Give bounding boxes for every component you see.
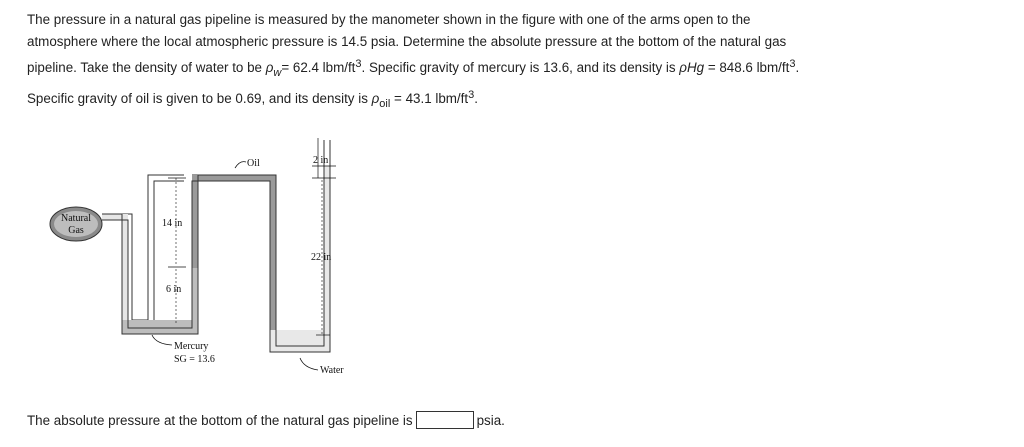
problem-line-3: pipeline. Take the density of water to be $\rho_w= 62.4$ lbm/$ft^3$. Specific gravity of mercury is 13.6, and its density is ρHg = 848.6 lbm/$ft^3$. <box>27 58 800 79</box>
manometer-figure <box>0 130 400 390</box>
water-label: Water <box>320 365 344 376</box>
oil-label: Oil <box>247 158 260 169</box>
problem-line-2: atmosphere where the local atmospheric pressure is 14.5 psia. Determine the absolute pressure at the bottom of the natural gas <box>27 34 787 49</box>
natural-label: Natural <box>61 213 91 224</box>
water-fill <box>270 330 330 352</box>
sg-label: SG = 13.6 <box>174 354 215 365</box>
problem-line-4: Specific gravity of oil is given to be 0.69, and its density is $\rho_{oil} = 43.1$ lbm/$ft^3$. <box>27 89 478 110</box>
dim-14in-label: 14 in <box>162 218 183 229</box>
dim-2in-label: 2 in <box>313 155 329 166</box>
problem-line-1: The pressure in a natural gas pipeline is measured by the manometer shown in the figure with one of the arms open to the <box>27 12 751 27</box>
answer-row <box>27 411 505 429</box>
answer-label: The absolute pressure at the bottom of the natural gas pipeline is <box>27 412 413 428</box>
oil-fill <box>192 175 276 181</box>
mercury-label: Mercury <box>174 341 209 352</box>
answer-unit: psia. <box>476 412 505 428</box>
problem-statement <box>27 9 987 115</box>
dim-6in-label: 6 in <box>166 284 182 295</box>
answer-input[interactable] <box>416 411 474 429</box>
gas-label: Gas <box>68 225 84 236</box>
dim-22in-label: 22 in <box>311 252 332 263</box>
